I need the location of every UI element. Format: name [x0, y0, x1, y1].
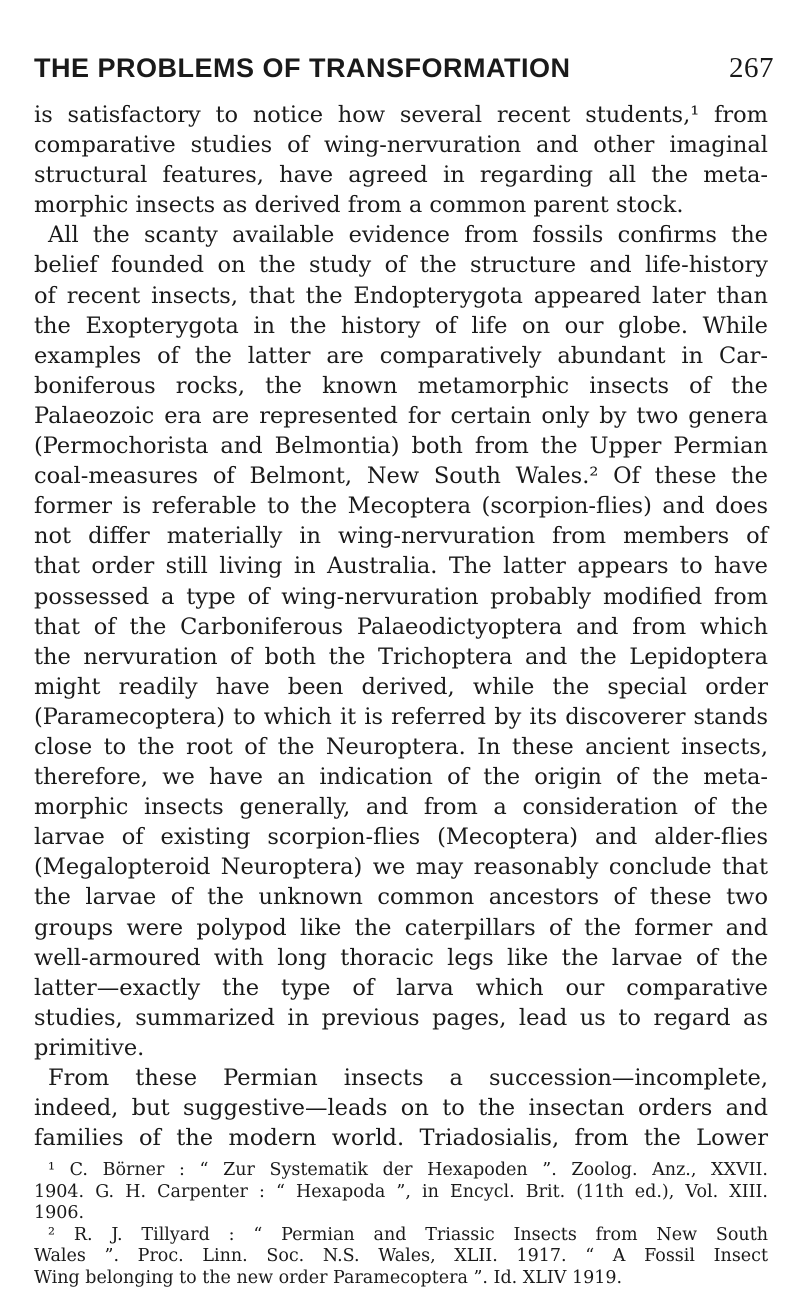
text-line: studies, summarized in previous pages, lead us to regard as [34, 1004, 768, 1031]
text-line: close to the root of the Neuroptera. In these ancient insects, [34, 733, 768, 760]
text-line: Palaeozoic era are represented for certain only by two genera [34, 402, 768, 429]
text-line: might readily have been derived, while the special order [34, 673, 768, 700]
text-line: the nervuration of both the Trichoptera and the Lepidoptera [34, 643, 768, 670]
text-line: not differ materially in wing-nervuration from members of [34, 523, 768, 550]
text-line: latter—exactly the type of larva which our comparative [34, 974, 768, 1001]
text-line: From these Permian insects a succession—incomplete, [48, 1065, 768, 1091]
text-line: boniferous rocks, the known metamorphic insects of the [34, 372, 768, 399]
footnotes [34, 1160, 768, 1289]
text-line: that of the Carboniferous Palaeodictyoptera and from which [34, 613, 768, 640]
text-line: indeed, but suggestive—leads on to the insectan orders and [34, 1095, 768, 1122]
text-line: belief founded on the study of the structure and life-history [34, 252, 768, 279]
footnote-line: ² R. J. Tillyard : “ Permian and Triassic Insects from New South [48, 1224, 768, 1245]
text-line: of recent insects, that the Endopterygota appeared later than [34, 282, 768, 309]
body-text [34, 100, 768, 1153]
text-line: former is referable to the Mecoptera (scorpion-flies) and does [34, 493, 768, 520]
footnote-line: ¹ C. Börner : “ Zur Systematik der Hexapoden ”. Zoolog. Anz., XXVII. [48, 1160, 768, 1180]
text-line: morphic insects generally, and from a consideration of the [34, 794, 768, 821]
text-line: (Paramecoptera) to which it is referred by its discoverer stands [34, 703, 768, 730]
text-line: families of the modern world. Triadosialis, from the Lower [34, 1125, 768, 1152]
text-line: All the scanty available evidence from fossils confirms the [48, 222, 768, 249]
text-line: comparative studies of wing-nervuration and other imaginal [34, 132, 768, 159]
text-line: the larvae of the unknown common ancestors of these two [34, 884, 768, 911]
footnote-line: Wales ”. Proc. Linn. Soc. N.S. Wales, XLII. 1917. “ A Fossil Insect [34, 1246, 768, 1266]
page-number: 267 [729, 52, 774, 84]
text-line: possessed a type of wing-nervuration probably modified from [34, 583, 768, 610]
footnote-line: 1904. G. H. Carpenter : “ Hexapoda ”, in Encycl. Brit. (11th ed.), Vol. XIII. [34, 1181, 768, 1202]
footnote-line: Wing belonging to the new order Paramecoptera ”. Id. XLIV 1919. [34, 1267, 623, 1288]
text-line: primitive. [34, 1034, 145, 1061]
text-line: therefore, we have an indication of the origin of the meta- [34, 764, 768, 791]
text-line: morphic insects as derived from a common parent stock. [34, 192, 684, 219]
text-line: structural features, have agreed in regarding all the meta- [34, 162, 768, 189]
text-line: coal-measures of Belmont, New South Wales.² Of these the [34, 463, 768, 490]
text-line: (Megalopteroid Neuroptera) we may reasonably conclude that [34, 854, 768, 881]
text-line: is satisfactory to notice how several recent students,¹ from [34, 102, 768, 128]
text-line: that order still living in Australia. The latter appears to have [34, 553, 768, 580]
text-line: (Permochorista and Belmontia) both from the Upper Permian [34, 433, 768, 460]
footnote-line: 1906. [34, 1203, 85, 1223]
text-line: the Exopterygota in the history of life on our globe. While [34, 312, 768, 339]
text-line: groups were polypod like the caterpillars of the former and [34, 914, 768, 941]
text-line: examples of the latter are comparatively abundant in Car- [34, 342, 768, 369]
running-header [34, 52, 774, 85]
running-title: THE PROBLEMS OF TRANSFORMATION [34, 53, 571, 83]
text-line: larvae of existing scorpion-flies (Mecoptera) and alder-flies [34, 824, 768, 851]
text-line: well-armoured with long thoracic legs like the larvae of the [34, 944, 768, 971]
